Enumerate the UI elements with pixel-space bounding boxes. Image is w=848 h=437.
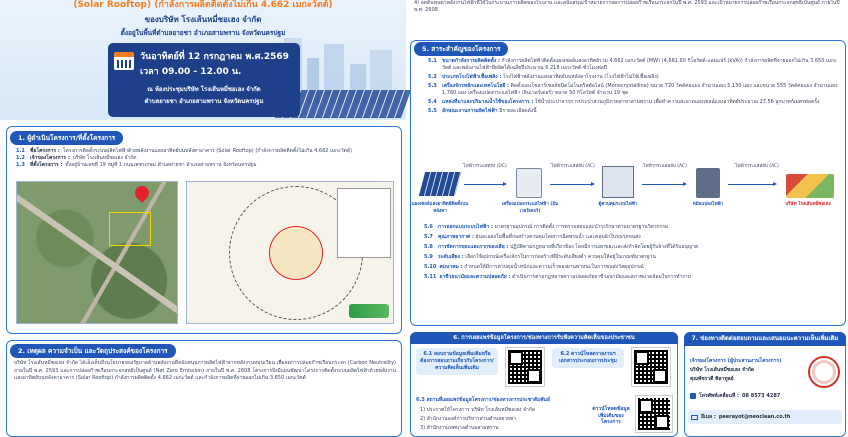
item-number: 5.10 <box>424 264 437 270</box>
contact-heading: เจ้าของโครงการ (ผู้ประสานงานโครงการ) <box>690 358 782 364</box>
time-text: เวลา 09.00 - 12.00 น. <box>140 67 242 77</box>
section5-item <box>424 244 840 251</box>
section5-title: 5. สาระสำคัญของโครงการ <box>414 42 508 56</box>
item-number: 1.1 <box>16 148 25 154</box>
item-text: โครงการติดตั้งระบบผลิตไฟฟ้าด้วยพลังงานแสงอาทิตย์บนหลังคาอาคาร (Solar Rooftop) (กำลังการผลิตติดตั้งไม่เกิน 4.662 เมกะวัตต์) <box>62 148 353 154</box>
item-number: 1.3 <box>16 162 25 168</box>
section6-item3-line: 1) ประกาศให้โครงการ บริษัท โรงเส้นหมี่ซอเฮง จำกัด <box>420 407 536 413</box>
section1-item <box>16 148 396 155</box>
header-banner <box>0 0 406 120</box>
flow-arrow <box>464 184 504 185</box>
flow-arrow <box>728 184 774 185</box>
item-text: เลือกใช้อุปกรณ์เครื่องจักรในการก่อสร้างที่มีระดับเสียงต่ำ ควบคุมให้อยู่ในเกณฑ์มาตรฐาน <box>465 254 656 260</box>
item-content <box>442 99 819 106</box>
item-number: 5.3 <box>428 83 437 89</box>
solar-panel-icon <box>419 172 461 196</box>
item-text: กำหนดให้มีการควบคุมน้ำหนักและความเร็วของยานพาหนะในการขนส่งวัสดุอุปกรณ์ <box>464 264 644 270</box>
item-content <box>442 83 840 97</box>
section6-item3-line: 3) สำนักงานเทศบาลตำบลสามพราน <box>420 425 499 431</box>
item-number: 5.1 <box>428 58 437 64</box>
email-icon <box>691 415 698 420</box>
venue-line-1: ณ ห้องประชุมบริษัท โรงเส้นหมี่ซอเฮง จำกัด <box>147 86 261 93</box>
item-text: มีรายละเอียดดังนี้ <box>499 108 537 114</box>
company-seal-icon <box>808 356 840 388</box>
item-label: ประเภทโรงไฟฟ้าเชื้อเพลิง : <box>442 74 502 80</box>
section5-item <box>428 108 840 115</box>
qr-note: ดาวน์โหลดข้อมูลเพิ่มเติมของโครงการ <box>592 406 630 425</box>
section6-item2: 6.2 ดาวน์โหลดรายงานฯ เอกสารประกอบการประชุม <box>552 348 624 368</box>
qr-code-download[interactable] <box>632 348 670 386</box>
company-line: ของบริษัท โรงเส้นหมี่ซอเฮง จำกัด <box>144 15 262 24</box>
section5-item <box>428 58 840 72</box>
flow-step-title: หม้อแปลงไฟฟ้า <box>692 202 724 207</box>
site-outline <box>109 212 151 246</box>
flow-step-title: เครื่องแปลงกระแสไฟฟ้า (อินเวอร์เตอร์) <box>501 202 559 214</box>
qr-code-documents[interactable] <box>636 396 672 432</box>
item-label: การจัดการขยะและกากของเสีย : <box>438 244 509 250</box>
factory-icon <box>786 174 834 198</box>
item-label: คมนาคม : <box>439 264 463 270</box>
item-label: เจ้าของโครงการ : <box>30 155 70 161</box>
item-number: 5.11 <box>424 274 437 280</box>
section7-title: 7. ช่องทางติดต่อสอบถามและเสนอแนะความเห็นเพิ่มเติม <box>684 332 846 346</box>
item-text: กำลังการผลิตไฟฟ้าติดตั้งแผงเซลล์แสงอาทิตย์รวม 4.662 เมกะวัตต์ (MW) (4,661.60 กิโลวัตต์-แอมแปร์ (kVA)) กำลังการผลิตที่จ่ายออกไม่เกิน 3.650 เมกะวัตต์ และพลังงานไฟฟ้าที่ผลิตได้เฉลี่ยปีประมาณ 6.218 เมกะวัตต์-ชั่วโมงต่อปี <box>442 58 837 71</box>
phone-row <box>690 392 780 400</box>
map-pin-icon <box>132 183 152 203</box>
email-label: อีเมล : <box>701 414 716 420</box>
item-label: แหล่งที่มาและปริมาณน้ำใช้ของโครงการ : <box>442 99 534 105</box>
item-label: การออกแบบระบบไฟฟ้า : <box>438 224 493 230</box>
control-cabinet-icon <box>602 166 634 198</box>
item-content <box>442 108 537 115</box>
section5-items-b <box>424 224 840 281</box>
flow-step-caption: ไฟฟ้ากระแสสลับ (AC) <box>735 164 779 169</box>
location-line: ตั้งอยู่ในพื้นที่ตำบลยายชา อำเภอสามพราน จังหวัดนครปฐม <box>120 29 286 37</box>
section6-item3-title: 6.3 สถานที่เผยแพร่ข้อมูลโครงการ/ช่องทางการประชาสัมพันธ์ <box>416 397 551 403</box>
title-line: (Solar Rooftop) (กำลังการผลิตติดตั้งไม่เกิน 4.662 เมกะวัตต์) <box>73 0 333 10</box>
item-label: ชื่อโครงการ : <box>30 148 60 154</box>
item-text: ปฏิบัติตามกฎหมายที่เกี่ยวข้อง โดยมีการแยกขยะและส่งกำจัดโดยผู้รับจ้างที่ได้รับอนุญาต <box>509 244 699 250</box>
item-number: 5.4 <box>428 99 437 105</box>
item-text: ติดตั้งแผงโซลาร์เซลล์ชนิดโมโนคริสตัลไลน์ (Monocrystalline) ขนาด 720 วัตต์ต่อแผง จำนวนแผง 5,130 แผง และขนาด 555 วัตต์ต่อแผง จำนวนแผง 1,760 แผง เครื่องแปลงกระแสไฟฟ้า (อินเวอร์เตอร์) ขนาด 50 กิโลวัตต์ จำนวน 19 ชุด <box>442 83 838 96</box>
section5-item <box>424 264 840 271</box>
item-number: 5.7 <box>424 234 433 240</box>
calendar-icon <box>114 52 134 70</box>
item-number: 5.9 <box>424 254 433 260</box>
flow-step-title: ตู้ควบคุมระบบไฟฟ้า <box>598 202 638 207</box>
section5-item <box>428 74 840 81</box>
email-address[interactable]: peerayot@neoclean.co.th <box>718 414 791 420</box>
section5-item <box>424 234 840 241</box>
item-text: ฝุ่นละอองในพื้นที่ก่อสร้างควบคุมโดยการฉีดพรมน้ำ และคลุมผ้าใบบนรถขนส่ง <box>475 234 641 240</box>
item-label: ลักษณะงานการผลิตไฟฟ้า <box>442 108 498 114</box>
section5-item <box>428 99 840 106</box>
flow-arrow <box>550 184 592 185</box>
section5-items <box>428 58 840 115</box>
section1-title: 1. ผู้ดำเนินโครงการ/ที่ตั้งโครงการ <box>10 131 123 145</box>
section6-title: 6. การเผยแพร่ข้อมูลโครงการ/ช่องทางการรับฟังความคิดเห็นของประชาชน <box>410 332 678 344</box>
flow-step-title: แผงเซลล์แสงอาทิตย์ติดตั้งบนหลังคา <box>411 202 469 214</box>
item-label: คุณภาพอากาศ : <box>438 234 474 240</box>
section5-item <box>428 83 840 97</box>
venue-line-2: ตำบลยายชา อำเภอสามพราน จังหวัดนครปฐม <box>144 98 264 105</box>
item-text: ใช้น้ำประปาจากการประปาส่วนภูมิภาคสาขาสามพราน เพื่อทำความสะอาดแผงเซลล์แสงอาทิตย์ประมาณ 27.56 ลูกบาศก์เมตรต่อครั้ง <box>534 99 820 105</box>
phone-label: โทรศัพท์เคลื่อนที่ : <box>699 393 740 399</box>
section1-items <box>16 148 396 169</box>
inverter-icon <box>516 168 542 198</box>
contact-person: คุณพัชรวดี พิลาทูลย์ <box>690 376 734 382</box>
item-number: 5.5 <box>428 108 437 114</box>
transformer-icon <box>696 168 720 198</box>
phone-icon <box>690 393 696 399</box>
contact-company: บริษัท โรงเส้นหมี่ซอเฮง จำกัด <box>690 367 755 373</box>
flow-step-title: บริษัท โรงเส้นหมี่ซอเฮง <box>785 202 831 207</box>
item-number: 5.6 <box>424 224 433 230</box>
qr-code-feedback[interactable] <box>506 348 544 386</box>
radius-ring-inner <box>269 226 323 280</box>
item-label: ที่ตั้งโครงการ : <box>30 162 63 168</box>
section6-item3-line: 2) สำนักงานองค์การบริหารส่วนตำบลยายชา <box>420 416 517 422</box>
item-label: ระดับเสียง : <box>438 254 464 260</box>
section2-title: 2. เหตุผล ความจำเป็น และวัตถุประสงค์ของโครงการ <box>10 344 176 358</box>
section1-item <box>16 162 396 169</box>
item-number: 1.2 <box>16 155 25 161</box>
satellite-map <box>16 181 178 324</box>
section6-item1: 6.1 สอบถามข้อมูลเพิ่มเติมหรือต้องการสอบถามเกี่ยวกับโครงการ/ความคิดเห็นเพิ่มเติม <box>416 348 498 375</box>
power-flow-diagram <box>411 160 840 216</box>
item-content <box>442 74 659 81</box>
section4-note: 4) ลดต้นทุนค่าพลังงานไฟฟ้าที่ใช้ในกระบวนการผลิตของโรงงาน และสนับสนุนเป้าหมายการลดการปล่อยก๊าซเรือนกระจกในปี พ.ศ. 2593 และเป้าหมายการปล่อยก๊าซเรือนกระจกสุทธิเป็นศูนย์ ภายในปี พ.ศ. 2608 <box>414 0 840 13</box>
item-content <box>442 58 840 72</box>
item-label: อาชีวอนามัยและความปลอดภัย : <box>439 274 511 280</box>
section5-item <box>424 224 840 231</box>
flow-step-caption: ไฟฟ้ากระแสตรง (DC) <box>463 164 507 169</box>
date-text: วันอาทิตย์ที่ 12 กรกฎาคม พ.ศ.2569 <box>140 52 289 62</box>
section5-item <box>424 254 840 261</box>
item-label: เครื่องจักรหลักและเทคโนโลยี : <box>442 83 510 89</box>
email-row <box>688 410 842 424</box>
phone-number[interactable]: 08 8573 4287 <box>742 393 781 399</box>
item-number: 5.2 <box>428 74 437 80</box>
flow-step-caption: ไฟฟ้ากระแสสลับ (AC) <box>643 164 687 169</box>
flow-arrow <box>642 184 684 185</box>
item-text: มาตรฐานอุปกรณ์ การติดตั้ง การตรวจสอบและบำรุงรักษาตามมาตรฐานวิศวกรรม <box>494 224 669 230</box>
section1-item <box>16 155 396 162</box>
item-text: โรงไฟฟ้าพลังงานแสงอาทิตย์บนหลังคาโรงงาน (โรงไฟฟ้าไม่ใช้เชื้อเพลิง) <box>503 74 659 80</box>
brand-logo <box>349 304 389 318</box>
item-number: 5.8 <box>424 244 433 250</box>
item-text: ดำเนินการตามกฎหมายความปลอดภัยอาชีวอนามัยและสภาพแวดล้อมในการทำงาน <box>512 274 691 280</box>
section2-body: บริษัท โรงเส้นหมี่ซอเฮง จำกัด ได้เล็งเห็นถึงนโยบายของรัฐบาลด้านพลังงานที่สนับสนุนการผลิตไฟฟ้าจากพลังงานหมุนเวียน เพื่อลดการปล่อยก๊าซเรือนกระจก (Carbon Neutrality) ภายในปี พ.ศ. 2593 และการปล่อยก๊าซเรือนกระจกสุทธิเป็นศูนย์ (Net Zero Emission) ภายในปี พ.ศ. 2608 โครงการจึงมีแผนพัฒนาโครงการติดตั้งระบบผลิตไฟฟ้าด้วยพลังงานแสงอาทิตย์บนหลังคาอาคาร (Solar Rooftop) กำลังการผลิตติดตั้ง 4.662 เมกะวัตต์ และกำลังการผลิตที่จ่ายออกไม่เกิน 3.650 เมกะวัตต์ <box>14 360 396 382</box>
map-legend <box>337 188 391 258</box>
radius-map <box>186 181 394 324</box>
section5-item <box>424 274 840 281</box>
item-text: บริษัท โรงเส้นหมี่ซอเฮง จำกัด <box>72 155 137 161</box>
flow-step-caption: ไฟฟ้ากระแสสลับ (AC) <box>551 164 595 169</box>
item-label: ขนาดกำลังการผลิตติดตั้ง : <box>442 58 500 64</box>
item-text: ตั้งอยู่บ้านเลขที่ 19 หมู่ที่ 1 ถนนเพชรเกษม ตำบลยายชา อำเภอสามพราน จังหวัดนครปฐม <box>65 162 257 168</box>
